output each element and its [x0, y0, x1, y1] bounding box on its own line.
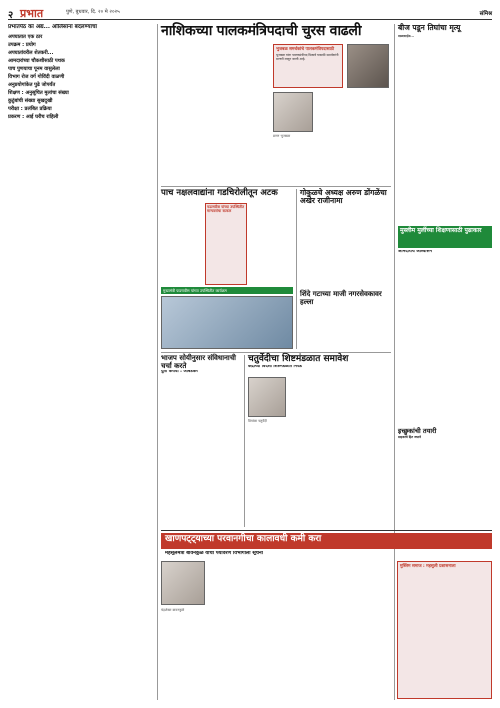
left-story-title: अनुप्रयोगांकेत पुढे जोपर्यंत	[8, 82, 56, 89]
left-story-title: आमदारांच्या चौकशीसाठी पथक	[8, 58, 65, 65]
quote-box-text: भुजबळ यांना पालकमंत्रीपद मिळावे यासाठी समर्थकांनी मागणी लावून धरली आहे.	[276, 52, 339, 62]
right-mid-body	[398, 258, 492, 426]
quote-box	[273, 44, 343, 88]
top-story	[161, 24, 391, 184]
top-story-headline: नाशिकच्या पालकमंत्रिपदाची चुरस वाढली	[161, 23, 362, 39]
left-story-title: उपक्रम : प्रयोग	[8, 42, 36, 49]
top-story-col2	[216, 44, 268, 182]
page-number: २	[8, 10, 14, 21]
brand-logo: प्रभात	[20, 7, 44, 20]
right-bottom-headline: इच्छुकांची तयारी	[398, 427, 437, 435]
right-mid-banner	[398, 226, 492, 248]
right-top-story	[398, 24, 492, 224]
shinde-headline: शिंदे गटाच्या माजी नगरसेवकावर हल्ला	[300, 290, 382, 306]
bottom-band-header	[161, 533, 492, 549]
ambedkar-story	[161, 355, 241, 527]
shinde-story	[300, 291, 392, 349]
left-story-title: शिक्षण : अनुसूचित मुलांचा संख्या	[8, 90, 69, 97]
felicitation-box-body	[207, 213, 245, 273]
masthead	[8, 6, 492, 20]
gokul-body	[300, 208, 392, 284]
ambedkar-sub: युती करावी : आंबेडकर	[161, 370, 198, 375]
quote-box-title: भुजबळ समर्थकांचे पालकमंत्रिपदासाठी	[276, 46, 335, 51]
section-divider	[161, 352, 391, 353]
felicitation-caption-band	[161, 287, 293, 294]
left-story-title: प्रकरण : आई घरीच राहिली	[8, 114, 59, 121]
left-story-title: परीक्षा : प्रलंबित प्रक्रिया	[8, 106, 52, 113]
portrait-photo	[347, 44, 389, 88]
bawankule-photo	[161, 561, 205, 605]
photo-caption: छगन भुजबळ	[273, 134, 291, 138]
chaturvedi-photo	[248, 377, 286, 417]
right-mid-story	[398, 226, 492, 426]
shinde-body	[300, 308, 392, 346]
bottom-band	[161, 530, 492, 700]
bottom-box	[397, 561, 492, 699]
left-story-title: विभाग रोज वर्ग गोविंदी वाळणी	[8, 74, 65, 81]
column-divider	[157, 24, 158, 700]
right-mid-sub: आमदारांचे आश्वासन	[398, 250, 432, 254]
right-top-subtitle: बाळासाहेब...	[398, 34, 415, 39]
left-stories	[8, 32, 154, 121]
top-story-col3	[317, 92, 389, 182]
gadchiroli-col3	[249, 203, 293, 285]
gokul-story	[300, 189, 392, 289]
chaturvedi-caption: प्रियांका चतुर्वेदी	[248, 419, 267, 423]
felicitation-photo	[161, 296, 293, 349]
issue-date: पुणे, बुधवार, दि. २० मे २०२५	[66, 9, 120, 15]
felicitation-caption: मुख्यमंत्री फडणवीस यांच्या उपस्थितीत कार्यक्रम	[163, 288, 227, 293]
bottom-box-title: मुस्लिम समाज : महसुली प्रशासनाला	[400, 563, 456, 568]
left-story-title: पाच पुणयाचा पूनम वासुलेला	[8, 66, 60, 73]
bottom-box-body	[400, 569, 489, 689]
left-column	[8, 24, 154, 700]
bottom-band-headline: खाणपट्ट्याच्या परवानगीचा कालावधी कमी करा	[165, 534, 322, 544]
gokul-headline: गोकुळचे अध्यक्ष अरुण डोंगळेंचा अखेर राजीनामा	[300, 188, 387, 206]
ambedkar-body	[161, 375, 241, 509]
politician-photo	[273, 92, 313, 132]
column-divider	[296, 189, 297, 349]
felicitation-box	[205, 203, 247, 285]
right-bottom-sub: ग्राहकांचे हित जपावे	[398, 435, 421, 440]
right-top-headline: बीज पडून तिघांचा मृत्यू	[398, 23, 461, 32]
left-story-title: अपघातांवरील शेतकरी...	[8, 50, 54, 57]
chaturvedi-body	[289, 377, 392, 527]
bawankule-caption: चंद्रशेखर बावनकुळे	[161, 608, 185, 612]
chaturvedi-headline: चतुर्वेदीचा शिष्टमंडळात समावेश	[248, 354, 349, 364]
section-divider	[161, 186, 391, 187]
felicitation-box-title: फडणवीस यांच्या उपस्थितीत मान्यवरांचा सत्कार	[207, 205, 245, 214]
left-story-title: कुटुंबांची संख्या सुखदुखी	[8, 98, 53, 105]
bottom-band-body	[209, 561, 393, 699]
top-story-col1	[161, 44, 213, 182]
left-column-headline: प्रभातपेठ का अद्य... ओलिसांना बदलण्याचा	[8, 24, 97, 30]
gadchiroli-story	[161, 189, 293, 349]
section-label: संमिश्र	[479, 11, 492, 17]
right-top-body	[398, 40, 492, 226]
gadchiroli-headline: पाच नक्षलवाद्यांना गडचिरोलीतून अटक	[161, 188, 278, 198]
right-mid-headline: मुस्लीम मुलींच्या शिक्षणासाठी पुढाकार	[400, 227, 482, 234]
chaturvedi-sub: केंद्राच्या विदेशी शिष्टमंडळात निवड	[248, 364, 302, 369]
left-story-title: अपघातात एक ठार	[8, 34, 43, 41]
bottom-band-sub: महसूलमंत्री बावनकुळे यांची पर्यावरण विभागाला सूचना	[165, 551, 263, 556]
column-divider	[244, 355, 245, 527]
ambedkar-headline: भाजप सोयीनुसार संविधानाची चर्चा करते	[161, 354, 236, 370]
chaturvedi-story	[248, 355, 392, 527]
gadchiroli-col1	[161, 203, 203, 285]
